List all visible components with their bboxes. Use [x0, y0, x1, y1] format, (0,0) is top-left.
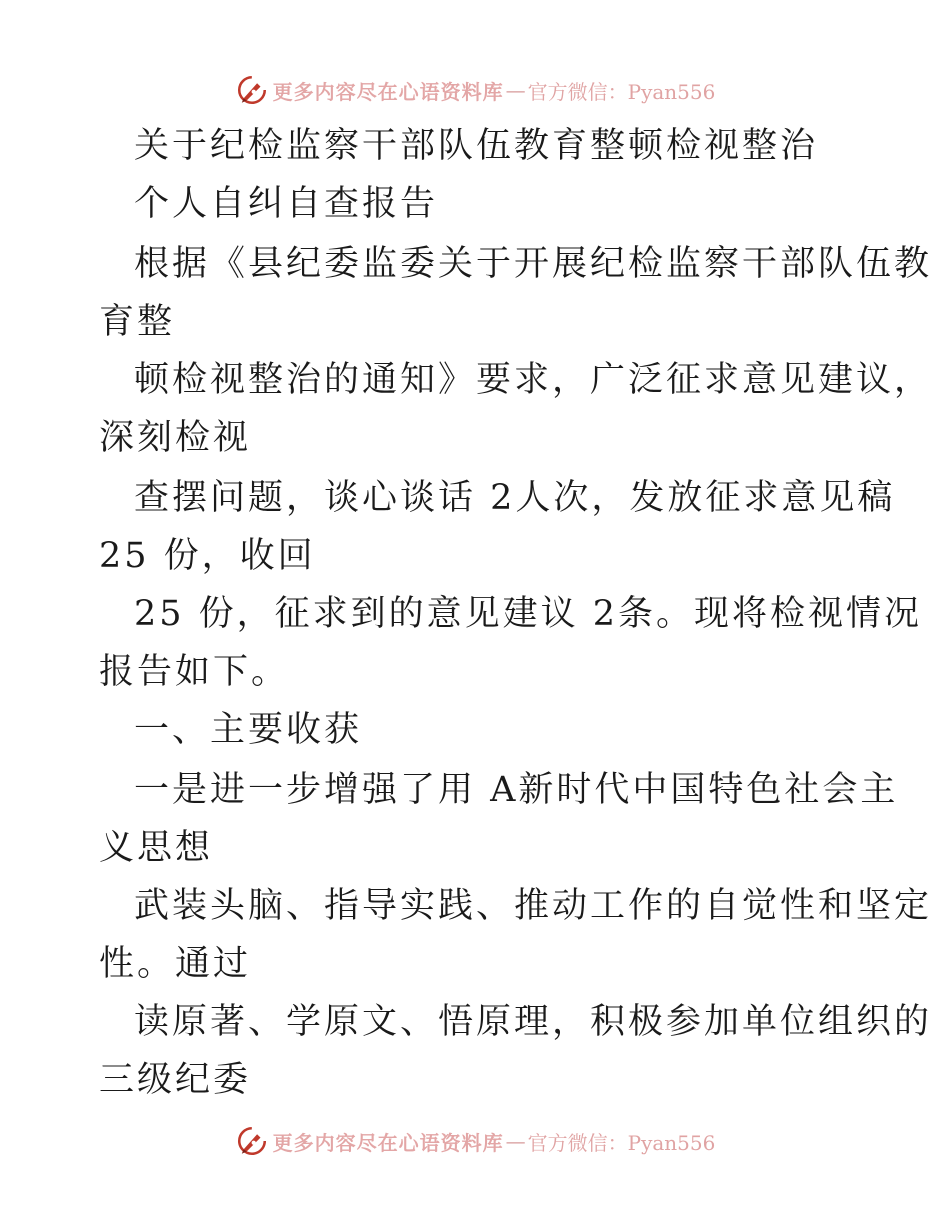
doc-title-line-1: 关于纪检监察干部队伍教育整顿检视整治 — [134, 126, 819, 166]
section-heading: 一、主要收获 — [134, 710, 363, 750]
paragraph-line: 武装头脑、指导实践、推动工作的自觉性和坚定 — [134, 886, 933, 926]
paragraph-line: 查摆问题，谈心谈话 2人次，发放征求意见稿 — [134, 478, 896, 518]
watermark-wechat-text: 官方微信：Pyan556 — [527, 79, 716, 104]
watermark-dash: — — [505, 78, 526, 102]
paragraph-line: 深刻检视 — [99, 418, 252, 458]
paragraph-line: 顿检视整治的通知》要求，广泛征求意见建议， — [134, 360, 933, 400]
paragraph-line: 义思想 — [99, 828, 214, 868]
footer-watermark — [0, 1121, 950, 1161]
paragraph-line: 性。通过 — [99, 944, 252, 984]
watermark-site-text: 更多内容尽在心语资料库 — [272, 79, 504, 104]
header-watermark — [0, 70, 950, 110]
watermark-site-text: 更多内容尽在心语资料库 — [272, 1130, 504, 1155]
paragraph-line: 三级纪委 — [99, 1060, 252, 1100]
watermark-wechat-text: 官方微信：Pyan556 — [527, 1130, 716, 1155]
pen-logo-icon — [235, 1124, 269, 1158]
doc-title-line-2: 个人自纠自查报告 — [134, 184, 439, 224]
paragraph-line: 25 份，征求到的意见建议 2条。现将检视情况 — [134, 594, 923, 634]
paragraph-line: 读原著、学原文、悟原理，积极参加单位组织的 — [134, 1002, 933, 1042]
paragraph-line: 根据《县纪委监委关于开展纪检监察干部队伍教 — [134, 244, 933, 284]
pen-logo-icon — [235, 73, 269, 107]
paragraph-line: 一是进一步增强了用 A新时代中国特色社会主 — [134, 770, 899, 810]
paragraph-line: 育整 — [99, 302, 176, 342]
paragraph-line: 25 份，收回 — [99, 536, 316, 576]
watermark-dash: — — [505, 1129, 526, 1153]
paragraph-line: 报告如下。 — [99, 652, 290, 692]
